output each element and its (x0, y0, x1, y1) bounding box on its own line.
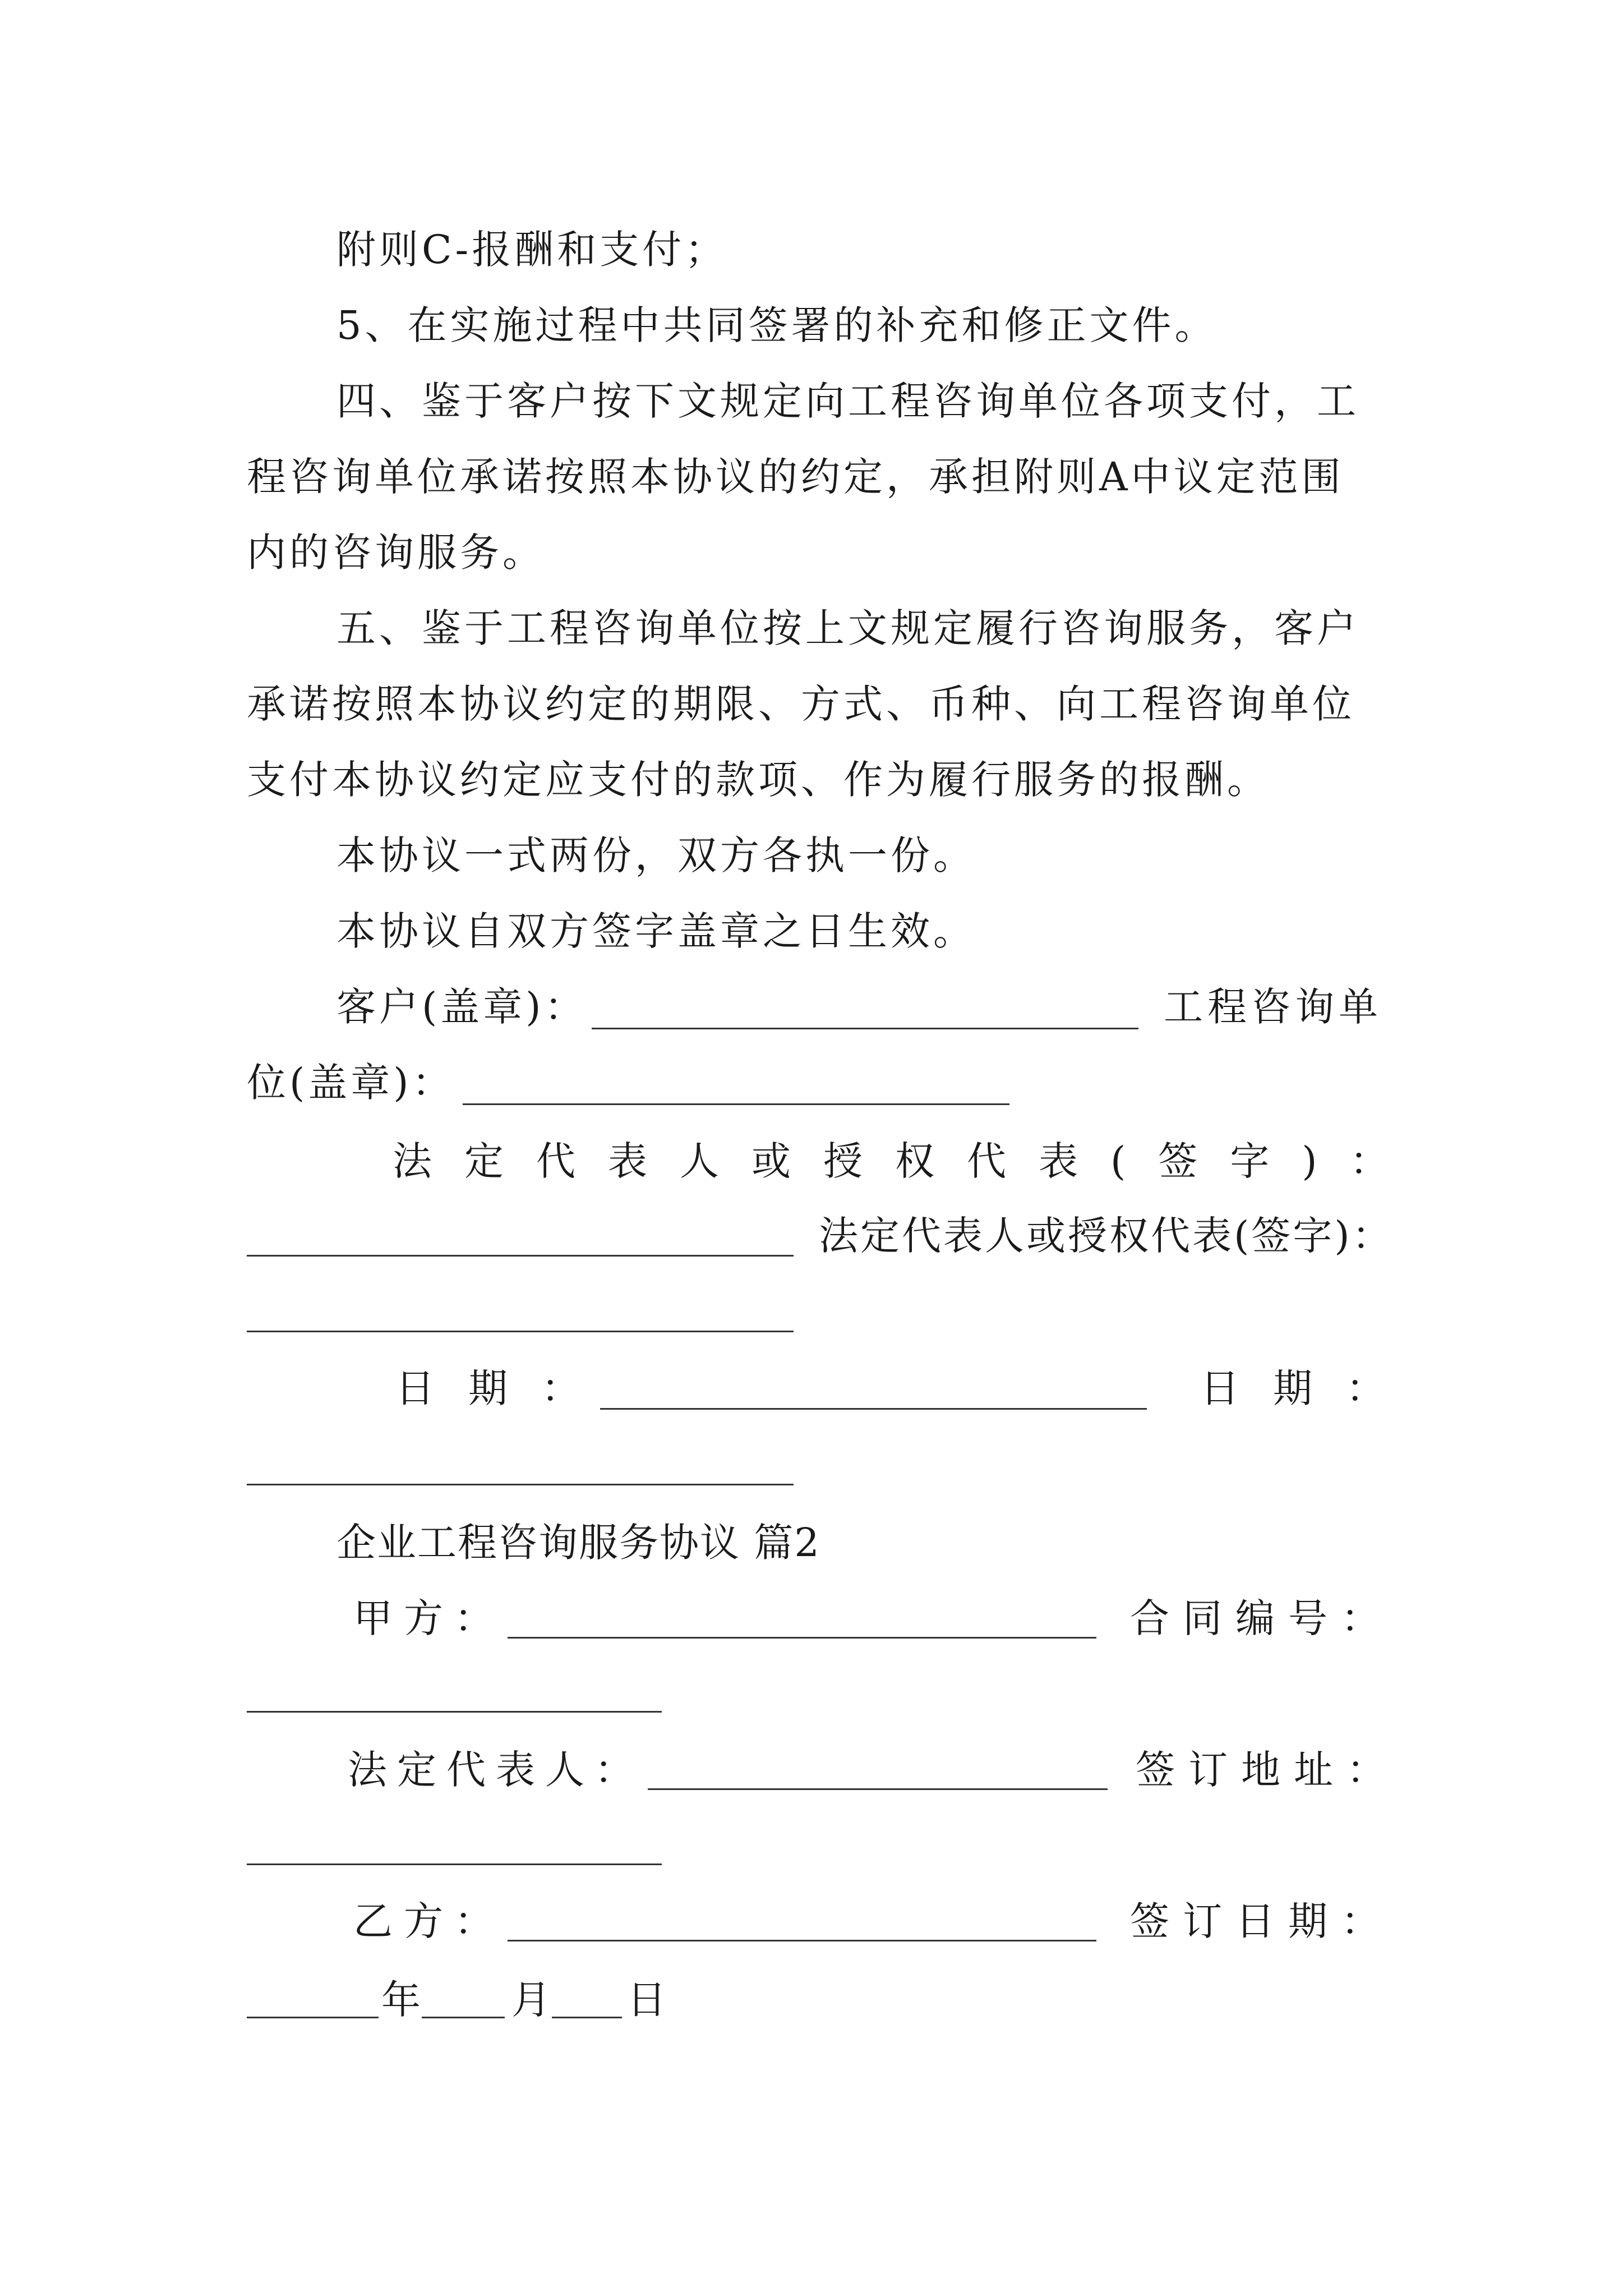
legal-rep-blank-2[interactable] (247, 1331, 794, 1332)
consultant-seal-label-part2: 位(盖章)： (247, 1060, 455, 1106)
client-seal-label: 客户(盖章)： (336, 984, 587, 1030)
section-2-heading: 企业工程咨询服务协议 篇2 (336, 1520, 820, 1566)
item-5-line: 5、在实施过程中共同签署的补充和修正文件。 (336, 302, 1218, 348)
sign-place-blank[interactable] (247, 1864, 662, 1865)
party-a-label: 甲方： (353, 1595, 505, 1641)
consultant-seal-label-part1: 工程咨询单 (1164, 984, 1382, 1030)
date-label-2: 日期： (1200, 1365, 1419, 1411)
legal-rep-label-2: 法定代表人或授权代表(签字)： (819, 1213, 1394, 1259)
legal-rep-blank-s2[interactable] (648, 1788, 1108, 1790)
clause-4-line-3: 内的咨询服务。 (247, 530, 545, 576)
month-label: 月 (511, 1977, 551, 2023)
year-label: 年 (381, 1977, 421, 2023)
party-b-label: 乙方： (353, 1898, 505, 1944)
clause-4-line-1: 四、鉴于客户按下文规定向工程咨询单位各项支付，工 (336, 378, 1359, 424)
legal-rep-label-s2: 法定代表人： (348, 1747, 644, 1793)
client-seal-blank[interactable] (592, 1028, 1138, 1029)
effective-line: 本协议自双方签字盖章之日生效。 (336, 908, 976, 954)
consultant-seal-blank[interactable] (463, 1103, 1009, 1105)
contract-no-blank[interactable] (247, 1711, 662, 1713)
date-label-1: 日期： (395, 1365, 614, 1411)
annex-c-line: 附则C-报酬和支付； (336, 227, 728, 273)
sign-place-label: 签订地址： (1136, 1747, 1399, 1793)
clause-5-line-2: 承诺按照本协议约定的期限、方式、币种、向工程咨询单位 (247, 681, 1355, 727)
day-label: 日 (627, 1977, 666, 2023)
clause-5-line-3: 支付本协议约定应支付的款项、作为履行服务的报酬。 (247, 757, 1270, 803)
legal-rep-label-1: 法定代表人或授权代表(签字)： (393, 1138, 1422, 1184)
sign-date-label: 签订日期： (1130, 1898, 1394, 1944)
clause-4-line-2: 程咨询单位承诺按照本协议的约定，承担附则A中议定范围 (247, 454, 1344, 500)
month-blank[interactable] (422, 2017, 505, 2018)
contract-no-label: 合同编号： (1130, 1595, 1394, 1641)
legal-rep-blank-1[interactable] (247, 1255, 794, 1257)
date-blank-2[interactable] (247, 1484, 794, 1485)
clause-5-line-1: 五、鉴于工程咨询单位按上文规定履行咨询服务，客户 (336, 605, 1359, 651)
date-blank-1[interactable] (600, 1408, 1147, 1410)
party-a-blank[interactable] (508, 1637, 1096, 1639)
party-b-blank[interactable] (508, 1940, 1096, 1941)
year-blank[interactable] (247, 2017, 379, 2018)
day-blank[interactable] (552, 2017, 622, 2018)
copies-line: 本协议一式两份，双方各执一份。 (336, 832, 976, 878)
